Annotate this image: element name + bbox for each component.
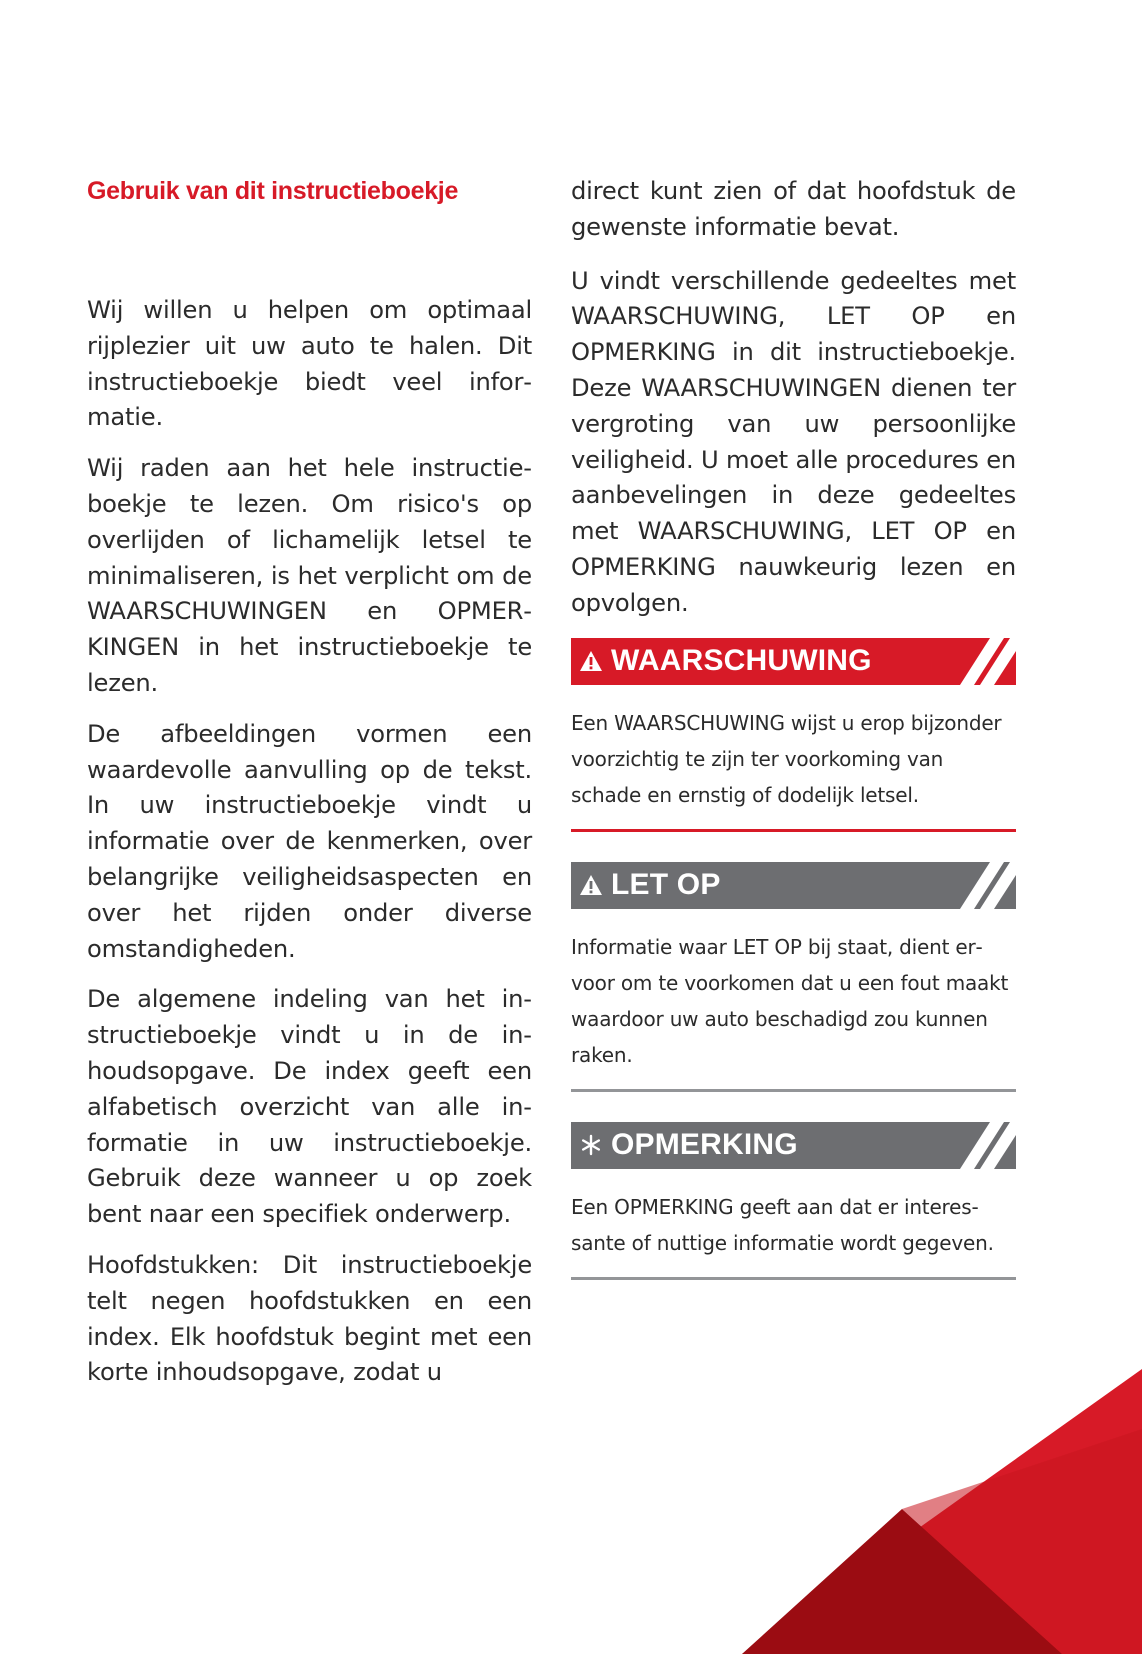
corner-decoration (742, 1369, 1142, 1654)
sections-paragraph: U vindt verschillende gedeeltes met WAARSCHUWING, LET OP en OPMERKING in dit instructieboekje. Deze WAARSCHUWINGEN dienen ter vergroting van uw persoonlijke veiligheid. U moet alle procedures en aanbevelingen in deze gedeeltes met WAARSCHUWING, LET OP en OPMERKING nauwkeurig lezen en opvolgen. (571, 266, 1016, 617)
caution-box (571, 862, 1016, 1092)
left-column (87, 174, 532, 1406)
note-header (571, 1122, 1016, 1169)
warning-triangle-icon (577, 650, 605, 672)
right-column (571, 174, 1016, 1280)
caution-text: Informatie waar LET OP bij staat, dient ervoor om te voorkomen dat u een fout maakt waardoor uw auto beschadigd zou kunnen raken. (571, 934, 1009, 1067)
warning-triangle-icon (577, 874, 605, 896)
illustrations-paragraph: De afbeeldingen vormen een waardevolle aanvulling op de tekst. In uw instructieboekje vindt u informatie over de kenmerken, over belangrijke veiligheidsaspecten en over het rijden onder diverse omstandigheden. (87, 719, 532, 963)
read-all-paragraph: Wij raden aan het hele instructieboekje te lezen. Om risico's op overlijden of lichamelijk letsel te minimaliseren, is het verplicht om de WAARSCHUWINGEN en OPMERKINGEN in het instructieboekje te lezen. (87, 454, 532, 697)
caution-header (571, 862, 1016, 909)
intro-paragraph: Wij willen u helpen om optimaal rijplezier uit uw auto te halen. Dit instructieboekje biedt veel informatie. (87, 296, 532, 432)
caution-divider (571, 1089, 1016, 1092)
warning-header (571, 638, 1016, 685)
warning-title: WAARSCHUWING (611, 644, 872, 678)
stripes-decoration (936, 862, 1016, 909)
warning-text: Een WAARSCHUWING wijst u erop bijzonder voorzichtig te zijn ter voorkoming van schade en ernstig of dodelijk letsel. (571, 710, 1002, 807)
layout-paragraph: De algemene indeling van het instructieboekje vindt u in de inhoudsopgave. De index geeft een alfabetisch overzicht van alle informatie in uw instructieboekje. Gebruik deze wanneer u op zoek bent naar een specifiek onderwerp. (87, 985, 532, 1229)
note-box (571, 1122, 1016, 1280)
asterisk-icon (577, 1134, 605, 1156)
stripes-decoration (936, 638, 1016, 685)
note-divider (571, 1277, 1016, 1280)
note-text: Een OPMERKING geeft aan dat er interessante of nuttige informatie wordt gegeven. (571, 1194, 994, 1255)
warning-box (571, 638, 1016, 832)
note-title: OPMERKING (611, 1128, 798, 1162)
page-title: Gebruik van dit instructieboekje (87, 177, 459, 205)
stripes-decoration (936, 1122, 1016, 1169)
warning-divider (571, 829, 1016, 832)
chapters-paragraph: Hoofdstukken: Dit instructieboekje telt negen hoofdstukken en een index. Elk hoofdstuk begint met een korte inhoudsopgave, zodat u (87, 1250, 532, 1387)
chapters-continued-paragraph: direct kunt zien of dat hoofdstuk de gewenste informatie bevat. (571, 177, 1016, 241)
caution-title: LET OP (611, 868, 721, 902)
